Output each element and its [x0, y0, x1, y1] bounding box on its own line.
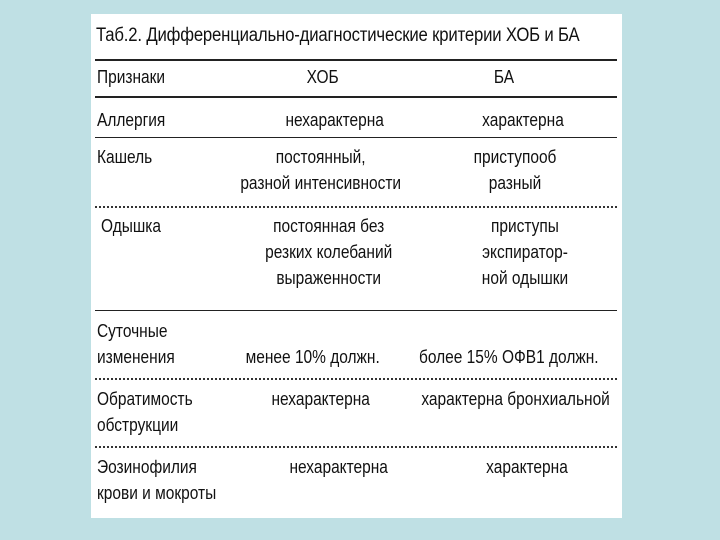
row-rule-2 [95, 206, 617, 208]
row-dyspnea-hob: постоянная без резких колебаний выраженности [265, 216, 393, 288]
table-title: Таб.2. Дифференциально-диагностические критерии ХОБ и БА [96, 25, 580, 46]
row-cough-feature: Кашель [97, 147, 153, 167]
row-rule-4 [95, 378, 617, 380]
row-eosinophilia-hob: нехарактерна [289, 457, 388, 477]
row-reversibility-hob: нехарактерна [271, 389, 370, 409]
row-reversibility-feature: Обратимость обструкции [97, 389, 193, 435]
header-feature: Признаки [97, 67, 166, 87]
table-top-rule [95, 59, 617, 61]
row-reversibility-ba: характерна бронхиальной [421, 389, 610, 409]
row-dyspnea-ba: приступы экспиратор- ной одышки [481, 216, 569, 288]
row-eosinophilia-ba: характерна [486, 457, 568, 477]
row-allergy-feature: Аллергия [97, 110, 166, 130]
row-rule-5 [95, 446, 617, 448]
row-rule-3 [95, 310, 617, 311]
row-rule-1 [95, 137, 617, 138]
row-diurnal-feature: Суточные изменения [97, 321, 175, 367]
row-cough-hob: постоянный, разной интенсивности [240, 147, 402, 193]
header-hob: ХОБ [306, 67, 339, 87]
row-diurnal-ba: более 15% ОФВ1 должн. [419, 347, 599, 367]
row-dyspnea-feature: Одышка [101, 216, 162, 236]
row-diurnal-hob: менее 10% должн. [245, 347, 380, 367]
row-cough-ba: приступооб разный [473, 147, 557, 193]
row-allergy-hob: нехарактерна [285, 110, 384, 130]
slide-table-image [91, 14, 622, 518]
header-ba: БА [493, 67, 515, 87]
row-eosinophilia-feature: Эозинофилия крови и мокроты [97, 457, 217, 503]
header-rule [95, 96, 617, 98]
row-allergy-ba: характерна [482, 110, 564, 130]
